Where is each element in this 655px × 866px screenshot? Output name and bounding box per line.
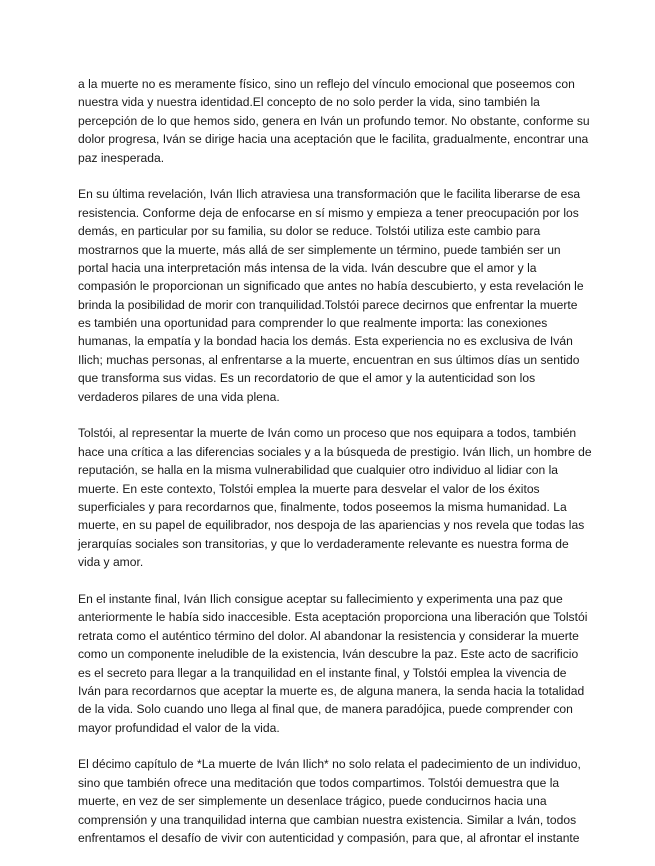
text-line: como un componente ineludible de la existencia, Iván descubre la paz. Este acto de sacrificio xyxy=(78,647,579,662)
text-line: mostrarnos que la muerte, más allá de ser simplemente un término, puede también ser un xyxy=(78,242,561,257)
text-line: percepción de lo que hemos sido, genera en Iván un profundo temor. No obstante, conforme su xyxy=(78,113,590,128)
text-line: anteriormente le había sido inaccesible. Esta aceptación proporciona una liberación que Tolstói xyxy=(78,610,588,625)
text-line: vida y amor. xyxy=(78,555,144,570)
paragraph xyxy=(78,185,584,406)
text-line: que transforma sus vidas. Es un recordatorio de que el amor y la autenticidad son los xyxy=(78,371,536,386)
paragraph xyxy=(78,590,588,737)
text-line: Tolstói, al representar la muerte de Iván como un proceso que nos equipara a todos, también xyxy=(78,426,577,441)
text-line: de la vida. Solo cuando uno llega al final que, de manera paradójica, puede comprender con xyxy=(78,702,573,717)
text-line: humanas, la empatía y la bondad hacia los demás. Esta experiencia no es exclusiva de Iván xyxy=(78,334,573,349)
text-line: nuestra vida y nuestra identidad.El concepto de no solo perder la vida, sino también la xyxy=(78,95,540,110)
text-line: resistencia. Conforme deja de enfocarse en sí mismo y empieza a tener preocupación por los xyxy=(78,205,579,220)
text-line: enfrentamos el desafío de vivir con autenticidad y compasión, para que, al afrontar el instante xyxy=(78,831,580,846)
text-line: a la muerte no es meramente físico, sino un reflejo del vínculo emocional que poseemos con xyxy=(78,77,575,91)
text-line: hace una crítica a las diferencias sociales y a la búsqueda de prestigio. Iván Ilich, un hombre de xyxy=(78,444,592,459)
text-line: compasión le proporcionan un significado que antes no había descubierto, y esta revelación le xyxy=(78,279,584,294)
text-line: es el secreto para llegar a la tranquilidad en el instante final, y Tolstói emplea la vivencia de xyxy=(78,665,567,680)
text-line: mayor profundidad el valor de la vida. xyxy=(78,720,280,735)
text-line: demás, en particular por su familia, su dolor se reduce. Tolstói utiliza este cambio para xyxy=(78,224,541,239)
text-line: muerte, en vez de ser simplemente un desenlace trágico, puede conducirnos hacia una xyxy=(78,794,547,809)
text-line: En su última revelación, Iván Ilich atraviesa una transformación que le facilita liberarse de esa xyxy=(78,187,581,202)
text-line: Ilich; muchas personas, al enfrentarse a la muerte, encuentran en sus últimos días un sentido xyxy=(78,352,580,367)
text-line: es también una oportunidad para comprender lo que realmente importa: las conexiones xyxy=(78,316,548,331)
text-line: El décimo capítulo de *La muerte de Iván Ilich* no solo relata el padecimiento de un individuo, xyxy=(78,757,581,772)
text-line: brinda la posibilidad de morir con tranquilidad.Tolstói parece decirnos que enfrentar la muerte xyxy=(78,297,578,312)
text-line: Iván para recordarnos que aceptar la muerte es, de alguna manera, la senda hacia la totalidad xyxy=(78,683,585,698)
text-line: sino que también ofrece una meditación que todos compartimos. Tolstói demuestra que la xyxy=(78,775,560,790)
text-line: reputación, se halla en la misma vulnerabilidad que cualquier otro individuo al lidiar con la xyxy=(78,463,559,478)
text-line: portal hacia una interpretación más intensa de la vida. Iván descubre que el amor y la xyxy=(78,260,537,275)
paragraph xyxy=(78,755,581,847)
text-line: muerte. En este contexto, Tolstói emplea la muerte para desvelar el valor de los éxitos xyxy=(78,481,540,496)
paragraph xyxy=(78,75,590,167)
paragraph xyxy=(78,424,592,571)
text-line: paz inesperada. xyxy=(78,150,165,165)
document-body xyxy=(78,75,592,866)
text-line: jerarquías sociales son transitorias, y que lo verdaderamente relevante es nuestra forma de xyxy=(78,536,569,551)
text-line: retrata como el auténtico término del dolor. Al abandonar la resistencia y considerar la muerte xyxy=(78,628,579,643)
text-line: superficiales y para recordarnos que, finalmente, todos poseemos la misma humanidad. La xyxy=(78,499,567,514)
text-line: comprensión y una tranquilidad interna que cambian nuestra existencia. Similar a Iván, todos xyxy=(78,812,577,827)
text-line: verdaderos pilares de una vida plena. xyxy=(78,389,280,404)
text-line: En el instante final, Iván Ilich consigue aceptar su fallecimiento y experimenta una paz que xyxy=(78,591,563,606)
text-line: muerte, en su papel de equilibrador, nos despoja de las apariencias y nos revela que todas las xyxy=(78,518,585,533)
text-line: dolor progresa, Iván se dirige hacia una aceptación que le facilita, gradualmente, encontrar una xyxy=(78,132,589,147)
